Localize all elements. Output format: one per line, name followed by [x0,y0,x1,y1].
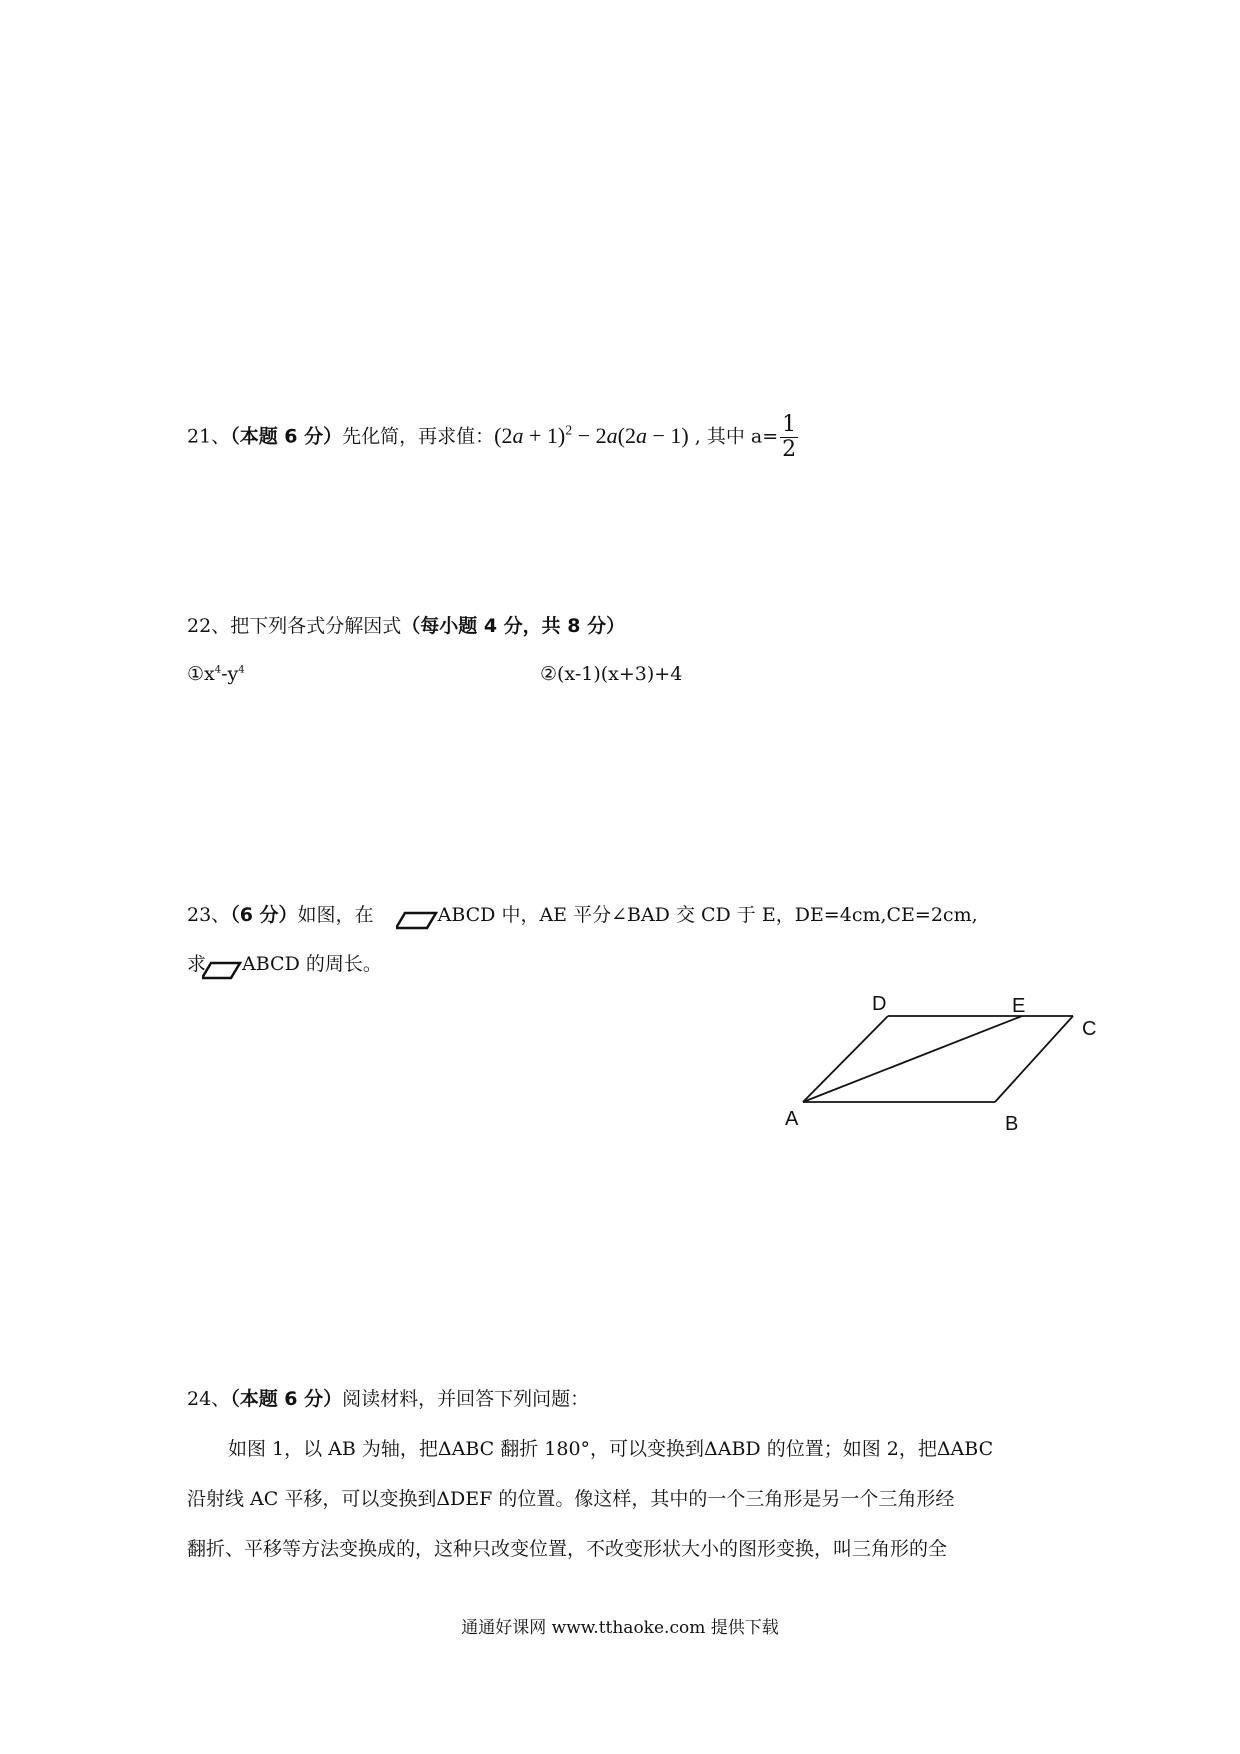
q22-item-2: ②(x-1)(x+3)+4 [540,663,683,685]
label-E: E [1012,995,1026,1017]
q23-number: 23、 [187,904,231,926]
segment-AE [803,1016,1022,1102]
q22-score: （每小题 4 分，共 8 分） [401,615,626,637]
question-21 [187,413,798,462]
label-A: A [785,1108,799,1130]
q21-where: , 其中 a= [688,425,779,448]
q24-paragraph-line-3: 翻折、平移等方法变换成的，这种只改变位置，不改变形状大小的图形变换，叫三角形的全 [187,1538,948,1560]
edge-BC [995,1016,1073,1102]
q24-paragraph-line-2: 沿射线 AC 平移，可以变换到ΔDEF 的位置。像这样，其中的一个三角形是另一个三角形经 [187,1488,955,1510]
q23-score: （6 分） [230,904,298,926]
q22-item-1: $①x^4-y^4$ [187,663,245,685]
label-D: D [872,993,887,1015]
q23-text-2: ABCD 中，AE 平分∠BAD 交 CD 于 E，DE=4cm,CE=2cm, [437,904,978,926]
parallelogram-icon [202,959,242,981]
q23-text-3-prefix: 求 [187,953,207,975]
question-23 [187,901,978,929]
q24-text: 阅读材料，并回答下列问题： [342,1388,590,1410]
label-B: B [1005,1113,1019,1135]
question-24 [187,1385,589,1413]
q21-expression: $(2a + 1)^2 - 2a(2a - 1)$ [494,422,689,448]
q21-fraction: $\frac{1}{2}$ [782,412,797,462]
question-22 [187,612,625,640]
q22-text: 把下列各式分解因式 [230,615,402,637]
parallelogram-icon [396,909,438,931]
q23-text-3: ABCD 的周长。 [242,953,382,975]
q24-score: （本题 6 分） [230,1388,343,1410]
q22-number: 22、 [187,615,231,637]
label-C: C [1082,1018,1097,1040]
q21-number: 21、 [187,425,231,448]
q23-line-2 [187,950,382,978]
q21-score: （本题 6 分） [230,425,343,448]
q24-number: 24、 [187,1388,231,1410]
edge-AD [803,1016,888,1102]
q21-text: 先化简，再求值： [342,425,495,448]
q23-text-1: 如图，在 [297,904,374,926]
q24-paragraph-line-1: 如图 1，以 AB 为轴，把ΔABC 翻折 180°，可以变换到ΔABD 的位置；如图 2，把ΔABC [228,1438,994,1460]
page-footer: 通通好课网 www.tthaoke.com 提供下载 [461,1618,779,1638]
